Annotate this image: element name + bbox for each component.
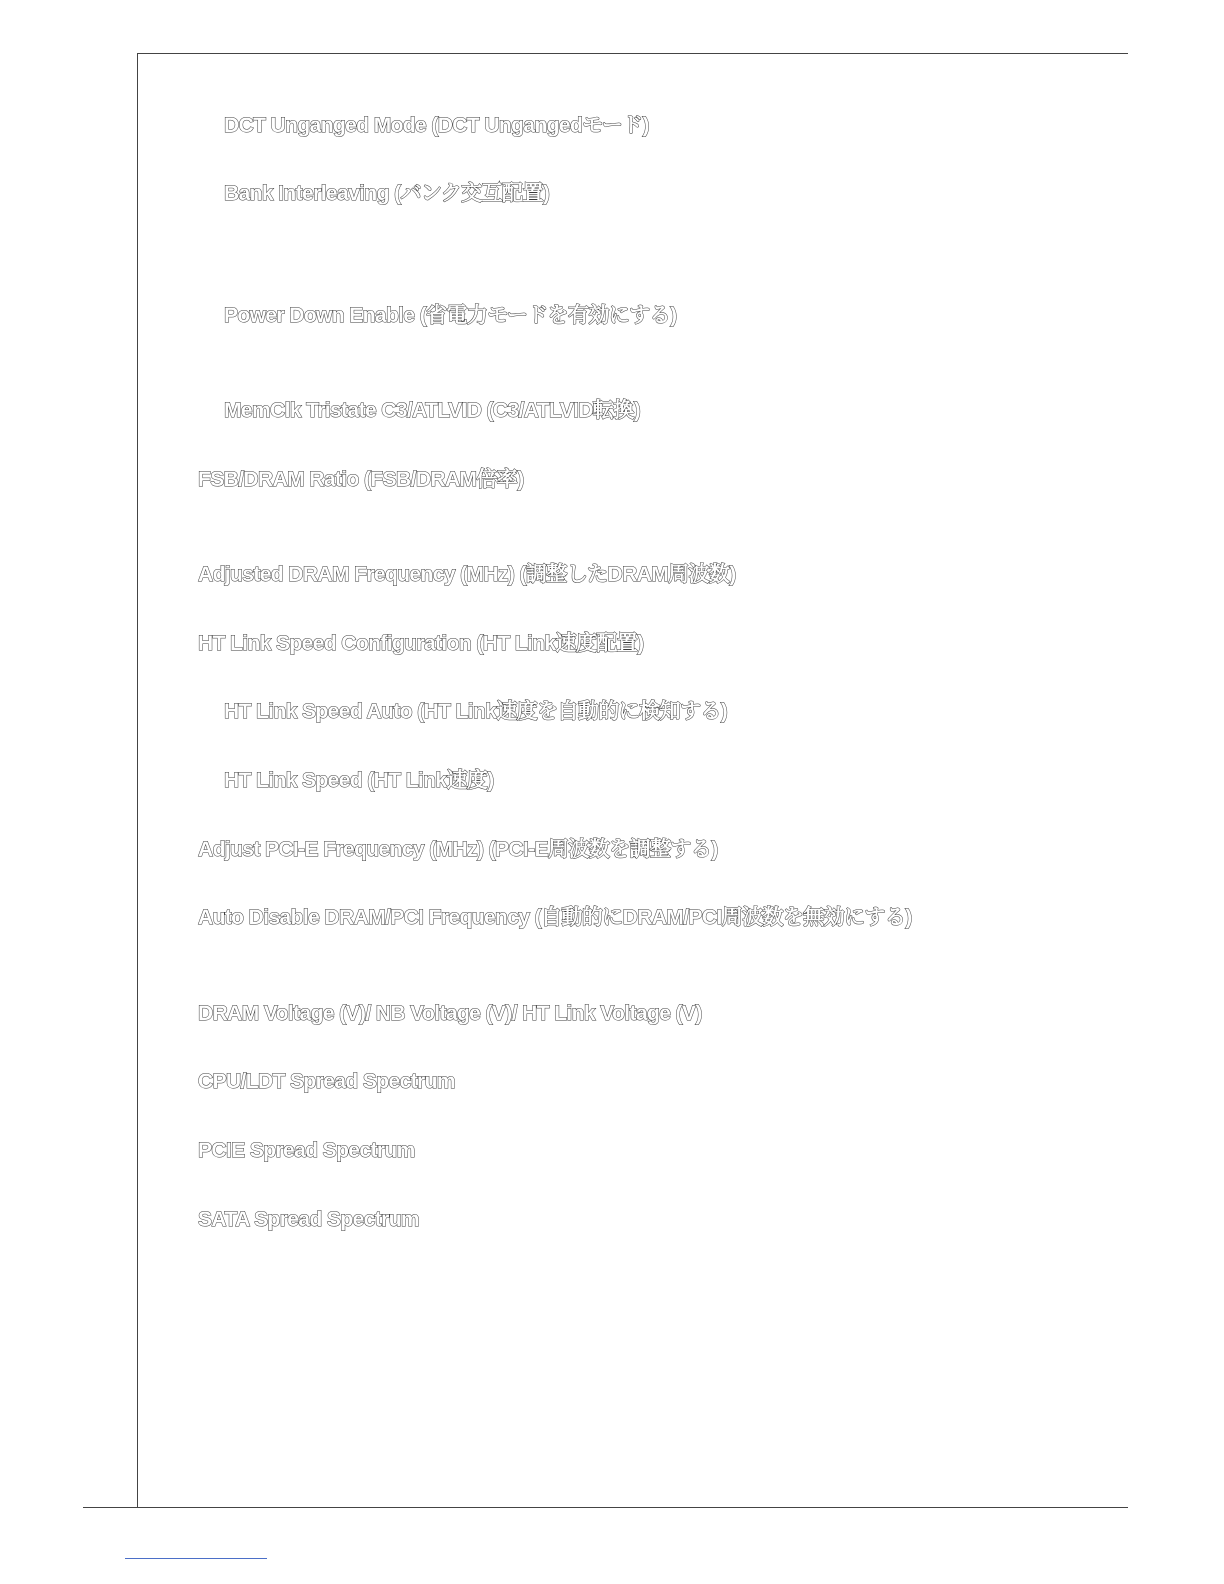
- heading-memclk-tristate: MemClk Tristate C3/ATLVID (C3/ATLVID転換): [224, 399, 641, 422]
- footer-link-underline: [125, 1558, 267, 1559]
- heading-adjusted-dram-frequency: Adjusted DRAM Frequency (MHz) (調整したDRAM周波数): [198, 563, 736, 586]
- heading-ht-link-speed: HT Link Speed (HT Link速度): [224, 769, 494, 792]
- top-rule: [138, 53, 1128, 54]
- heading-pcie-spread-spectrum: PCIE Spread Spectrum: [198, 1139, 415, 1162]
- heading-fsb-dram-ratio: FSB/DRAM Ratio (FSB/DRAM倍率): [198, 468, 524, 491]
- heading-cpu-ldt-spread-spectrum: CPU/LDT Spread Spectrum: [198, 1070, 455, 1093]
- heading-adjust-pcie-frequency: Adjust PCI-E Frequency (MHz) (PCI-E周波数を調整する): [198, 838, 718, 861]
- heading-ht-link-speed-configuration: HT Link Speed Configuration (HT Link速度配置): [198, 632, 644, 655]
- heading-ht-link-speed-auto: HT Link Speed Auto (HT Link速度を自動的に検知する): [224, 700, 728, 723]
- heading-sata-spread-spectrum: SATA Spread Spectrum: [198, 1208, 419, 1231]
- heading-dct-unganged-mode: DCT Unganged Mode (DCT Ungangedモード): [224, 114, 649, 137]
- left-margin-rule: [137, 53, 138, 1508]
- heading-dram-nb-ht-voltage: DRAM Voltage (V)/ NB Voltage (V)/ HT Link Voltage (V): [198, 1002, 702, 1025]
- heading-auto-disable-dram-pci-frequency: Auto Disable DRAM/PCI Frequency (自動的にDRAM/PCI周波数を無効にする): [198, 906, 912, 929]
- heading-bank-interleaving: Bank Interleaving (バンク交互配置): [224, 182, 550, 205]
- heading-power-down-enable: Power Down Enable (省電力モードを有効にする): [224, 304, 677, 327]
- bottom-rule: [83, 1507, 1128, 1508]
